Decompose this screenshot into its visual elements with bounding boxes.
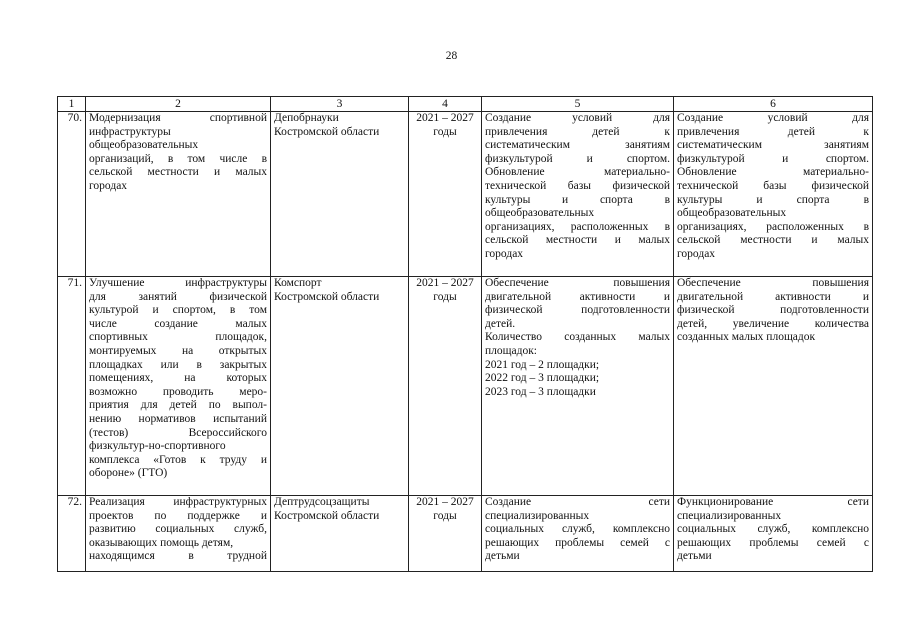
executor-cell <box>271 496 409 572</box>
result-line: специализированных <box>485 509 590 522</box>
table-row <box>58 277 873 496</box>
header-col-4: 4 <box>409 97 482 112</box>
measure-line: сельской местности и малых <box>89 166 267 179</box>
executor-line: Комспорт <box>274 277 322 289</box>
executor-line: Костромской области <box>274 509 380 522</box>
result-line: детей. <box>485 317 516 330</box>
header-col-1: 1 <box>58 97 86 112</box>
measure-cell <box>86 496 271 572</box>
period-cell <box>409 496 482 572</box>
period-cell <box>409 112 482 277</box>
measure-line: возможно проводить меро- <box>89 385 267 398</box>
effect-line: Функционирование сети <box>677 496 869 508</box>
effect-cell <box>674 112 873 277</box>
header-col-6: 6 <box>674 97 873 112</box>
table-row <box>58 112 873 277</box>
result-line: Создание условий для <box>485 112 670 124</box>
result-line: 2023 год – 3 площадки <box>485 385 596 398</box>
result-line: сельской местности и малых <box>485 234 670 247</box>
page-number: 28 <box>445 50 458 62</box>
effect-cell <box>674 496 873 572</box>
measures-table-container <box>57 96 872 572</box>
measure-line: спортивных площадок, <box>89 331 267 344</box>
result-line: Создание сети <box>485 496 670 508</box>
result-cell <box>482 496 674 572</box>
effect-line: городах <box>677 247 716 260</box>
period-line: 2021 – 2027 <box>416 496 474 508</box>
result-line: 2021 год – 2 площадки; <box>485 358 600 371</box>
table-header-row <box>58 97 873 112</box>
result-cell <box>482 112 674 277</box>
measure-line: общеобразовательных <box>89 139 199 152</box>
effect-line: культуры и спорта в <box>677 193 869 206</box>
period-line: 2021 – 2027 <box>416 112 474 124</box>
effect-line: двигательной активности и <box>677 290 869 303</box>
result-line: двигательной активности и <box>485 290 670 303</box>
measure-cell <box>86 112 271 277</box>
effect-line: детей, увеличение количества <box>677 317 869 330</box>
measure-line: физкультур-но-спортивного <box>89 440 226 453</box>
result-line: городах <box>485 247 524 260</box>
header-col-3: 3 <box>271 97 409 112</box>
executor-line: Костромской области <box>274 290 380 303</box>
executor-line: Костромской области <box>274 125 380 138</box>
measure-line: организаций, в том числе в <box>89 152 267 165</box>
measure-line: (тестов) Всероссийского <box>89 426 267 439</box>
effect-line: созданных малых площадок <box>677 331 816 344</box>
result-line: систематическим занятиям <box>485 139 670 152</box>
effect-line: организациях, расположенных в <box>677 220 869 233</box>
effect-line: сельской местности и малых <box>677 234 869 247</box>
effect-line: Обновление материально- <box>677 166 869 179</box>
measure-line: культурой и спортом, в том <box>89 304 267 317</box>
row-number: 71. <box>58 277 86 496</box>
result-line: детьми <box>485 550 520 563</box>
row-number: 70. <box>58 112 86 277</box>
executor-cell <box>271 277 409 496</box>
result-line: площадок: <box>485 344 537 357</box>
measure-line: монтируемых на открытых <box>89 344 267 357</box>
result-line: культуры и спорта в <box>485 193 670 206</box>
measure-line: числе создание малых <box>89 317 267 330</box>
period-line: 2021 – 2027 <box>416 277 474 289</box>
table-row <box>58 496 873 572</box>
measure-line: инфраструктуры <box>89 125 171 138</box>
measure-line: проектов по поддержке и <box>89 509 267 522</box>
measure-line: комплекса «Готов к труду и <box>89 453 267 466</box>
effect-cell <box>674 277 873 496</box>
result-line: Обновление материально- <box>485 166 670 179</box>
result-cell <box>482 277 674 496</box>
measure-line: Модернизация спортивной <box>89 112 267 124</box>
effect-line: общеобразовательных <box>677 207 787 220</box>
measure-line: приятия для детей по выпол- <box>89 399 267 412</box>
measure-line: площадках или в закрытых <box>89 358 267 371</box>
period-line: годы <box>433 290 457 303</box>
effect-line: Обеспечение повышения <box>677 277 869 289</box>
result-line: социальных служб, комплексно <box>485 523 670 536</box>
measure-line: находящимся в трудной <box>89 550 267 563</box>
measure-cell <box>86 277 271 496</box>
period-cell <box>409 277 482 496</box>
result-line: физкультурой и спортом. <box>485 152 670 165</box>
effect-line: социальных служб, комплексно <box>677 523 869 536</box>
measure-line: нению нормативов испытаний <box>89 412 267 425</box>
effect-line: физкультурой и спортом. <box>677 152 869 165</box>
measure-line: обороне» (ГТО) <box>89 467 168 480</box>
result-line: технической базы физической <box>485 179 670 192</box>
executor-cell <box>271 112 409 277</box>
effect-line: систематическим занятиям <box>677 139 869 152</box>
effect-line: специализированных <box>677 509 782 522</box>
result-line: общеобразовательных <box>485 207 595 220</box>
result-line: привлечения детей к <box>485 125 670 138</box>
effect-line: детьми <box>677 550 712 563</box>
result-line: организациях, расположенных в <box>485 220 670 233</box>
effect-line: привлечения детей к <box>677 125 869 138</box>
effect-line: решающих проблемы семей с <box>677 536 869 549</box>
measure-line: Реализация инфраструктурных <box>89 496 267 508</box>
effect-line: Создание условий для <box>677 112 869 124</box>
effect-line: технической базы физической <box>677 179 869 192</box>
result-line: Обеспечение повышения <box>485 277 670 289</box>
result-line: 2022 год – 3 площадки; <box>485 372 600 385</box>
measure-line: развитию социальных служб, <box>89 523 267 536</box>
measure-line: для занятий физической <box>89 290 267 303</box>
measure-line: помещениях, на которых <box>89 372 267 385</box>
measure-line: оказывающих помощь детям, <box>89 536 234 549</box>
row-number: 72. <box>58 496 86 572</box>
result-line: Количество созданных малых <box>485 331 670 344</box>
effect-line: физической подготовленности <box>677 304 869 317</box>
header-col-5: 5 <box>482 97 674 112</box>
executor-line: Депобрнауки <box>274 112 339 124</box>
result-line: решающих проблемы семей с <box>485 536 670 549</box>
result-line: физической подготовленности <box>485 304 670 317</box>
measure-line: городах <box>89 179 128 192</box>
executor-line: Дептрудсоцзащиты <box>274 496 370 508</box>
measure-line: Улучшение инфраструктуры <box>89 277 267 289</box>
header-col-2: 2 <box>86 97 271 112</box>
period-line: годы <box>433 509 457 522</box>
period-line: годы <box>433 125 457 138</box>
measures-table <box>57 96 873 572</box>
